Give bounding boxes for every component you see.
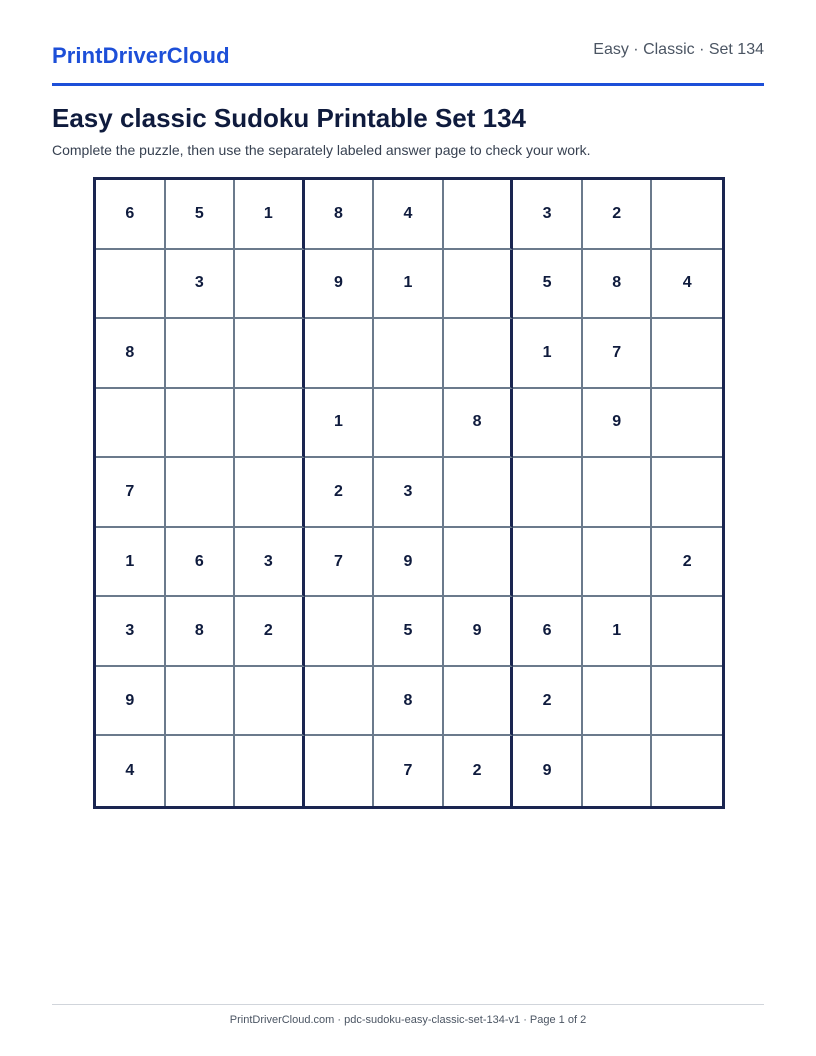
- sudoku-empty-cell: [652, 458, 722, 528]
- sudoku-empty-cell: [235, 250, 305, 320]
- sudoku-given-cell: 6: [96, 180, 166, 250]
- sudoku-empty-cell: [513, 389, 583, 459]
- sudoku-given-cell: 3: [166, 250, 236, 320]
- sudoku-empty-cell: [166, 319, 236, 389]
- sudoku-given-cell: 9: [96, 667, 166, 737]
- sudoku-given-cell: 9: [513, 736, 583, 806]
- sudoku-given-cell: 7: [96, 458, 166, 528]
- sudoku-given-cell: 1: [583, 597, 653, 667]
- sudoku-empty-cell: [235, 736, 305, 806]
- sudoku-given-cell: 7: [374, 736, 444, 806]
- sudoku-empty-cell: [444, 458, 514, 528]
- breadcrumb: [593, 41, 764, 59]
- sudoku-empty-cell: [305, 597, 375, 667]
- sudoku-empty-cell: [235, 319, 305, 389]
- sudoku-given-cell: 4: [96, 736, 166, 806]
- sudoku-given-cell: 8: [166, 597, 236, 667]
- sudoku-given-cell: 4: [652, 250, 722, 320]
- sudoku-empty-cell: [166, 458, 236, 528]
- page-subtitle: Complete the puzzle, then use the separately labeled answer page to check your work.: [52, 142, 591, 158]
- crumb-difficulty: Easy: [593, 41, 629, 58]
- sudoku-empty-cell: [583, 736, 653, 806]
- crumb-separator: ·: [694, 41, 709, 58]
- page-footer: PrintDriverCloud.com · pdc-sudoku-easy-classic-set-134-v1 · Page 1 of 2: [229, 1014, 587, 1026]
- crumb-variant: Classic: [643, 41, 695, 58]
- sudoku-empty-cell: [583, 667, 653, 737]
- sudoku-empty-cell: [444, 667, 514, 737]
- sudoku-given-cell: 3: [96, 597, 166, 667]
- sudoku-empty-cell: [652, 319, 722, 389]
- sudoku-empty-cell: [444, 528, 514, 598]
- sudoku-empty-cell: [444, 250, 514, 320]
- sudoku-empty-cell: [513, 458, 583, 528]
- sudoku-empty-cell: [305, 736, 375, 806]
- sudoku-empty-cell: [166, 736, 236, 806]
- sudoku-given-cell: 4: [374, 180, 444, 250]
- sudoku-given-cell: 9: [444, 597, 514, 667]
- sudoku-given-cell: 7: [583, 319, 653, 389]
- sudoku-given-cell: 1: [305, 389, 375, 459]
- sudoku-given-cell: 8: [96, 319, 166, 389]
- sudoku-given-cell: 6: [513, 597, 583, 667]
- sudoku-given-cell: 3: [235, 528, 305, 598]
- sudoku-empty-cell: [583, 528, 653, 598]
- sudoku-empty-cell: [374, 319, 444, 389]
- sudoku-empty-cell: [96, 250, 166, 320]
- sudoku-given-cell: 9: [305, 250, 375, 320]
- sudoku-empty-cell: [444, 319, 514, 389]
- sudoku-grid: [93, 177, 725, 809]
- sudoku-empty-cell: [374, 389, 444, 459]
- sudoku-given-cell: 2: [444, 736, 514, 806]
- sudoku-given-cell: 5: [374, 597, 444, 667]
- sudoku-given-cell: 1: [235, 180, 305, 250]
- sudoku-given-cell: 2: [305, 458, 375, 528]
- sudoku-empty-cell: [166, 667, 236, 737]
- page-title: Easy classic Sudoku Printable Set 134: [52, 103, 527, 133]
- sudoku-empty-cell: [235, 667, 305, 737]
- sudoku-given-cell: 2: [513, 667, 583, 737]
- sudoku-given-cell: 8: [374, 667, 444, 737]
- sudoku-empty-cell: [652, 180, 722, 250]
- sudoku-given-cell: 5: [166, 180, 236, 250]
- crumb-separator: ·: [628, 41, 644, 58]
- sudoku-given-cell: 5: [513, 250, 583, 320]
- sudoku-given-cell: 8: [444, 389, 514, 459]
- sudoku-empty-cell: [235, 458, 305, 528]
- sudoku-given-cell: 9: [374, 528, 444, 598]
- brand-logo[interactable]: PrintDriverCloud: [52, 43, 230, 68]
- crumb-set: Set 134: [708, 41, 764, 58]
- sudoku-empty-cell: [652, 667, 722, 737]
- sudoku-empty-cell: [96, 389, 166, 459]
- sudoku-empty-cell: [305, 667, 375, 737]
- sudoku-empty-cell: [444, 180, 514, 250]
- sudoku-empty-cell: [652, 389, 722, 459]
- sudoku-given-cell: 6: [166, 528, 236, 598]
- sudoku-given-cell: 1: [374, 250, 444, 320]
- footer-divider: [52, 1004, 764, 1005]
- sudoku-empty-cell: [166, 389, 236, 459]
- sudoku-given-cell: 1: [513, 319, 583, 389]
- sudoku-given-cell: 3: [513, 180, 583, 250]
- header-divider: [52, 83, 764, 86]
- sudoku-given-cell: 2: [583, 180, 653, 250]
- sudoku-given-cell: 1: [96, 528, 166, 598]
- sudoku-empty-cell: [513, 528, 583, 598]
- sudoku-given-cell: 8: [305, 180, 375, 250]
- sudoku-given-cell: 9: [583, 389, 653, 459]
- sudoku-empty-cell: [652, 736, 722, 806]
- sudoku-given-cell: 2: [235, 597, 305, 667]
- page-header: [52, 0, 764, 86]
- sudoku-empty-cell: [305, 319, 375, 389]
- sudoku-given-cell: 3: [374, 458, 444, 528]
- sudoku-empty-cell: [235, 389, 305, 459]
- sudoku-given-cell: 2: [652, 528, 722, 598]
- sudoku-given-cell: 7: [305, 528, 375, 598]
- sudoku-empty-cell: [583, 458, 653, 528]
- sudoku-empty-cell: [652, 597, 722, 667]
- sudoku-given-cell: 8: [583, 250, 653, 320]
